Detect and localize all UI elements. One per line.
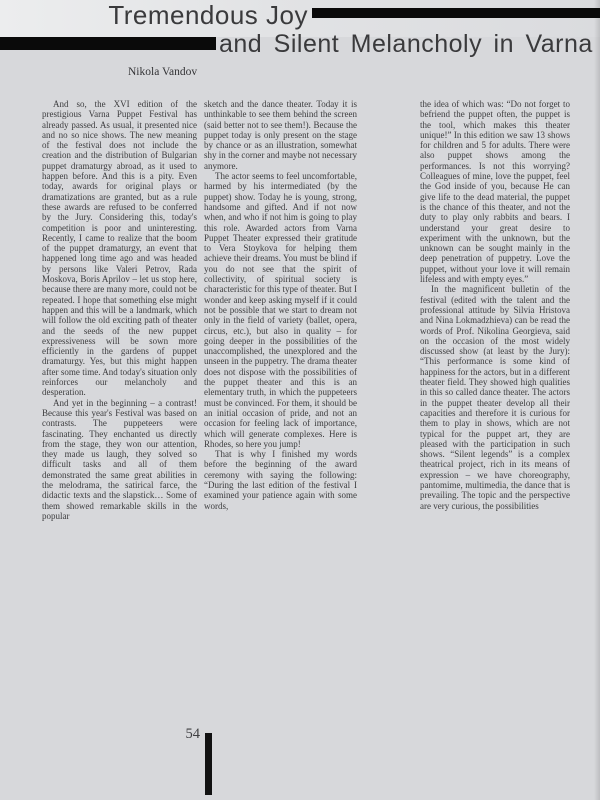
article-title-line1: Tremendous Joy [108, 0, 308, 30]
paragraph: And so, the XVI edition of the prestigious Varna Puppet Festival has already passed. As usual, it presented nice and no so nice shows. The new meaning of the festival does not include the creation and the distribution of Bulgarian puppet dramaturgy abroad, as it used to happen before. And this is a pity. Even today, awards for original plays or dramatizations are granted, but as a rule these awards are refused to be conferred by the Jury. Considering this, today's competition is poor and uninteresting. Recently, I came to realize that the boom of the puppet dramaturgy, an event that happened long time ago and was headed by persons like Valeri Petrov, Rada Moskova, Boris Aprilov – let us stop here, because there are many more, could not be repeated. I hope that something else might happen and this will be a landmark, which will follow the old exciting path of theater and the seeds of the new puppet expressiveness will be sown more efficiently in the gardens of puppet dramaturgy. Yes, but this might happen after some time. And today's situation only reinforces our melancholy and desperation. [42, 99, 197, 398]
paragraph: the idea of which was: “Do not forget to befriend the puppet often, the puppet is the tool, which makes this theater unique!” In this edition we saw 13 shows for children and 5 for adults. There were also puppet shows among the performances. Is not this worrying? Colleagues of mine, love the puppet, feel the God inside of you, because He can give life to the dead material, the puppet is the chance of this theater, and not the duty to play only rabbits and bears. I understand your great desire to experiment with the unknown, but the unknown can be sought mainly in the deep penetration of puppetry. Love the puppet, without your love it will remain lifeless and with empty eyes.” [420, 99, 570, 285]
author-byline: Nikola Vandov [128, 66, 198, 78]
title-rule-top-right [312, 8, 600, 18]
page-right-edge-shadow [594, 0, 600, 800]
paragraph: And yet in the beginning – a contrast! Because this year's Festival was based on contrasts. The puppeteers were fascinating. They enchanted us directly from the stage, they won our attention, they made us laugh, they solved so difficult tasks and all of them demonstrated the same great abilities in the melodrama, the satirical farce, the didactic texts and the slapstick… Some of them showed remarkable skills in the popular [42, 397, 197, 521]
paragraph: In the magnificent bulletin of the festival (edited with the talent and the professional attitude by Silvia Hristova and Nina Lokmadzhieva) can be read the words of Prof. Nikolina Georgieva, said on the occasion of the most widely discussed show (at least by the Jury): “This performance is some kind of happiness for the actors, but in a different theater field. They showed high qualities in this so called dance theater. The actors in the puppet theater develop all their capacities and therefore it is curious for them to play in shows, which are not typical for the puppet art, they are pleased with the participation in such shows. “Silent legends” is a complex theatrical project, rich in its means of expression – we have choreography, pantomime, multimedia, the dance that is prevailing. The topic and the perspective are very curious, the possibilities [420, 284, 570, 511]
article-title-line2: and Silent Melancholy in Varna [219, 30, 593, 58]
text-column-2 [204, 99, 357, 723]
text-column-3 [420, 99, 570, 723]
paragraph: That is why I finished my words before the beginning of the award ceremony with saying the following: “During the last edition of the festival I examined your patience again with some words, [204, 449, 357, 511]
text-column-1 [42, 99, 197, 723]
paragraph: The actor seems to feel uncomfortable, harmed by his intermediated (by the puppet) show. Today he is young, strong, handsome and gifted. And if not now when, and who if not him is going to play this role. Awarded actors from Varna Puppet Theater expressed their gratitude to Vera Stoykova for helping them achieve their dreams. You must be blind if you do not see that the spirit of collectivity, of spiritual society is characteristic for this type of theater. But I wonder and keep asking myself if it could not be possible that we start to dream not only in the field of variety (ballet, opera, circus, etc.), but also in quality – for going deeper in the possibilities of the unaccomplished, the unexplored and the unseen in the puppetry. The drama theater does not dispose with the possibilities of the puppet theater and this is an elementary truth, in which the puppeteers must be convinced. For them, it should be an initial occasion of pride, and not an occasion for feeling lack of importance, which will generate complexes. Here is Rhodes, so here you jump! [204, 171, 357, 449]
paragraph: sketch and the dance theater. Today it is unthinkable to see them behind the screen (said better not to see them!). Because the puppet today is only present on the stage by chance or as an illustration, somewhat shy in the corner and maybe not necessary anymore. [204, 99, 357, 171]
vertical-rule-bottom [205, 733, 212, 795]
page-number: 54 [185, 726, 200, 742]
title-rule-left [0, 37, 216, 50]
